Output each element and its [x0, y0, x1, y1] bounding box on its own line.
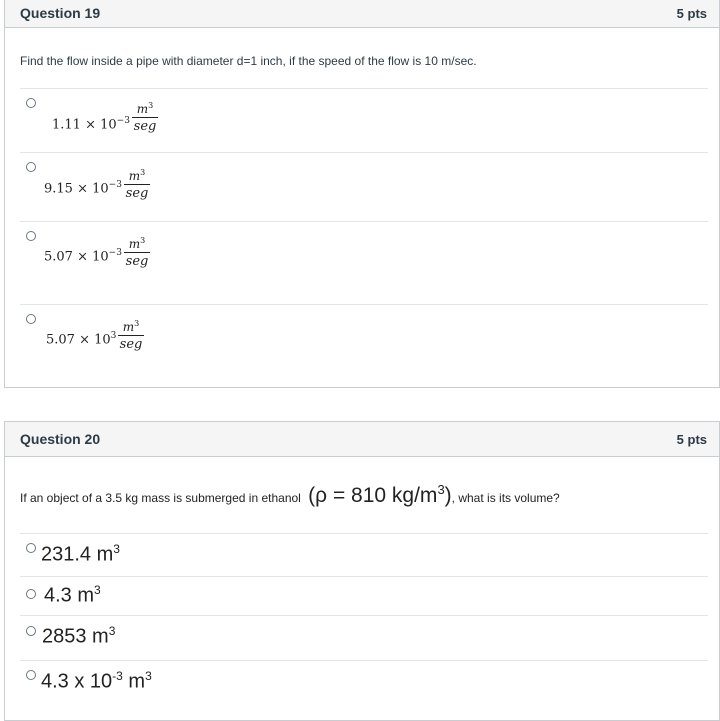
radio-button[interactable]	[26, 314, 36, 324]
answer-text: 4.3 $m^3$	[44, 583, 101, 607]
answer-text: 2853 $m^3$	[42, 624, 116, 648]
answer-text: 231.4 $m^3$	[41, 542, 120, 566]
unit-fraction: $m^3$ seg	[125, 236, 149, 269]
question-points: 5 pts	[676, 5, 707, 21]
question-text: Find the flow inside a pipe with diameter d=1 inch, if the speed of the flow is 10 m/sec.	[20, 54, 477, 68]
radio-button[interactable]	[26, 670, 36, 680]
answer-option[interactable]	[20, 88, 708, 151]
question-text: If an object of a 3.5 kg mass is submerged in ethanol (ρ = 810 $kg/m^3$), what is its volume?	[20, 482, 560, 507]
answer-coefficient: $5.07 \times 10^{-3}$	[44, 248, 122, 265]
question-20-card	[4, 421, 720, 721]
answer-option[interactable]	[20, 660, 708, 721]
question-19-header	[5, 0, 719, 28]
answer-option[interactable]	[20, 576, 708, 615]
radio-button[interactable]	[26, 231, 36, 241]
answer-option[interactable]	[20, 152, 708, 221]
unit-fraction: $m^3$ seg	[125, 168, 149, 201]
answer-option[interactable]	[20, 304, 708, 387]
question-points: 5 pts	[676, 431, 707, 447]
unit-fraction: $m^3$ seg	[133, 101, 157, 134]
radio-button[interactable]	[26, 162, 36, 172]
question-20-header	[5, 422, 719, 457]
answer-coefficient: $9.15 \times 10^{-3}$	[44, 180, 122, 197]
answer-option[interactable]	[20, 221, 708, 304]
radio-button[interactable]	[26, 589, 36, 599]
unit-fraction: $m^3$ seg	[119, 319, 143, 352]
answer-option[interactable]	[20, 533, 708, 576]
answer-coefficient: $5.07 \times 10^3$	[46, 331, 117, 348]
density-formula: (ρ = 810 $kg/m^3$)	[308, 482, 452, 507]
answer-text: 4.3 x $10^{-3}$ $m^3$	[41, 669, 152, 693]
answer-option[interactable]	[20, 615, 708, 660]
question-19-card	[4, 0, 720, 388]
radio-button[interactable]	[26, 98, 36, 108]
question-title: Question 19	[20, 5, 101, 21]
answer-coefficient: $1.11 \times 10^{-3}$	[52, 116, 130, 133]
radio-button[interactable]	[26, 543, 36, 553]
radio-button[interactable]	[26, 626, 36, 636]
question-title: Question 20	[20, 431, 101, 447]
